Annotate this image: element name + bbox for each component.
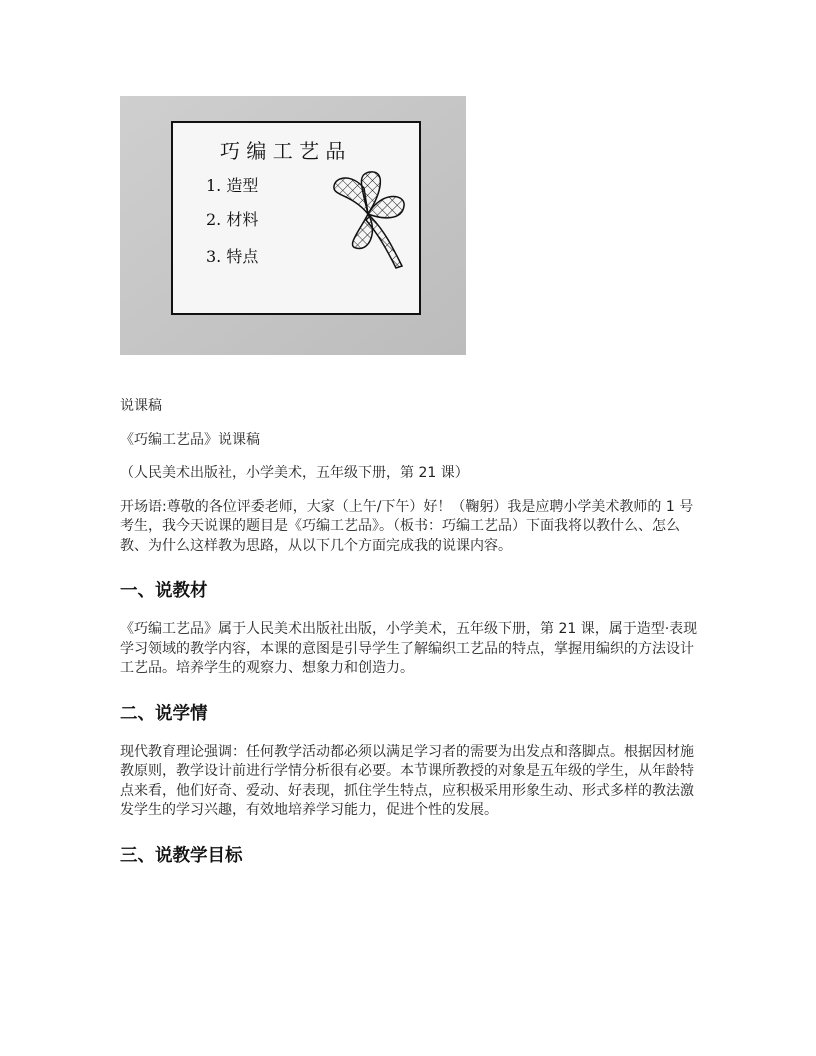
doc-label: 说课稿 (120, 398, 162, 414)
handwritten-item-1: 1. 造型 (206, 176, 259, 195)
section-body: 现代教育理论强调：任何教学活动都必须以满足学习者的需要为出发点和落脚点。根据因材施教原则，教学设计前进行学情分析很有必要。本节课所教授的对象是五年级的学生，从年龄特点来看，他们好奇、爱动、好表现，抓住学生特点，应积极采用形象生动、形式多样的教法激发学生的学习兴趣，有效地培养学习能力，促进个性的发展。 (120, 743, 694, 818)
document-body (120, 397, 698, 868)
section-heading: 二、说学情 (120, 703, 208, 724)
section-body: 《巧编工艺品》属于人民美术出版社出版，小学美术，五年级下册，第 21 课，属于造型·表现学习领域的教学内容，本课的意图是引导学生了解编织工艺品的特点，掌握用编织的方法设计工艺品。培养学生的观察力、想象力和创造力。 (120, 621, 698, 676)
section-heading: 一、说教材 (120, 581, 208, 601)
handwritten-item-3: 3. 特点 (206, 247, 259, 266)
blackboard-photo (120, 96, 466, 355)
opening-paragraph: 开场语:尊敬的各位评委老师，大家（上午/下午）好！（鞠躬）我是应聘小学美术教师的 1 号考生，我今天说课的题目是《巧编工艺品》。（板书：巧编工艺品）下面我将以教什么、怎么教、为什么这样教为思路，从以下几个方面完成我的说课内容。 (120, 498, 694, 554)
doc-title: 《巧编工艺品》说课稿 (120, 431, 260, 448)
handwritten-title: 巧 编 工 艺 品 (220, 139, 346, 163)
doc-source: （人民美术出版社，小学美术，五年级下册，第 21 课） (120, 465, 469, 481)
handwritten-item-2: 2. 材料 (206, 210, 259, 229)
section-heading: 三、说教学目标 (120, 845, 243, 866)
